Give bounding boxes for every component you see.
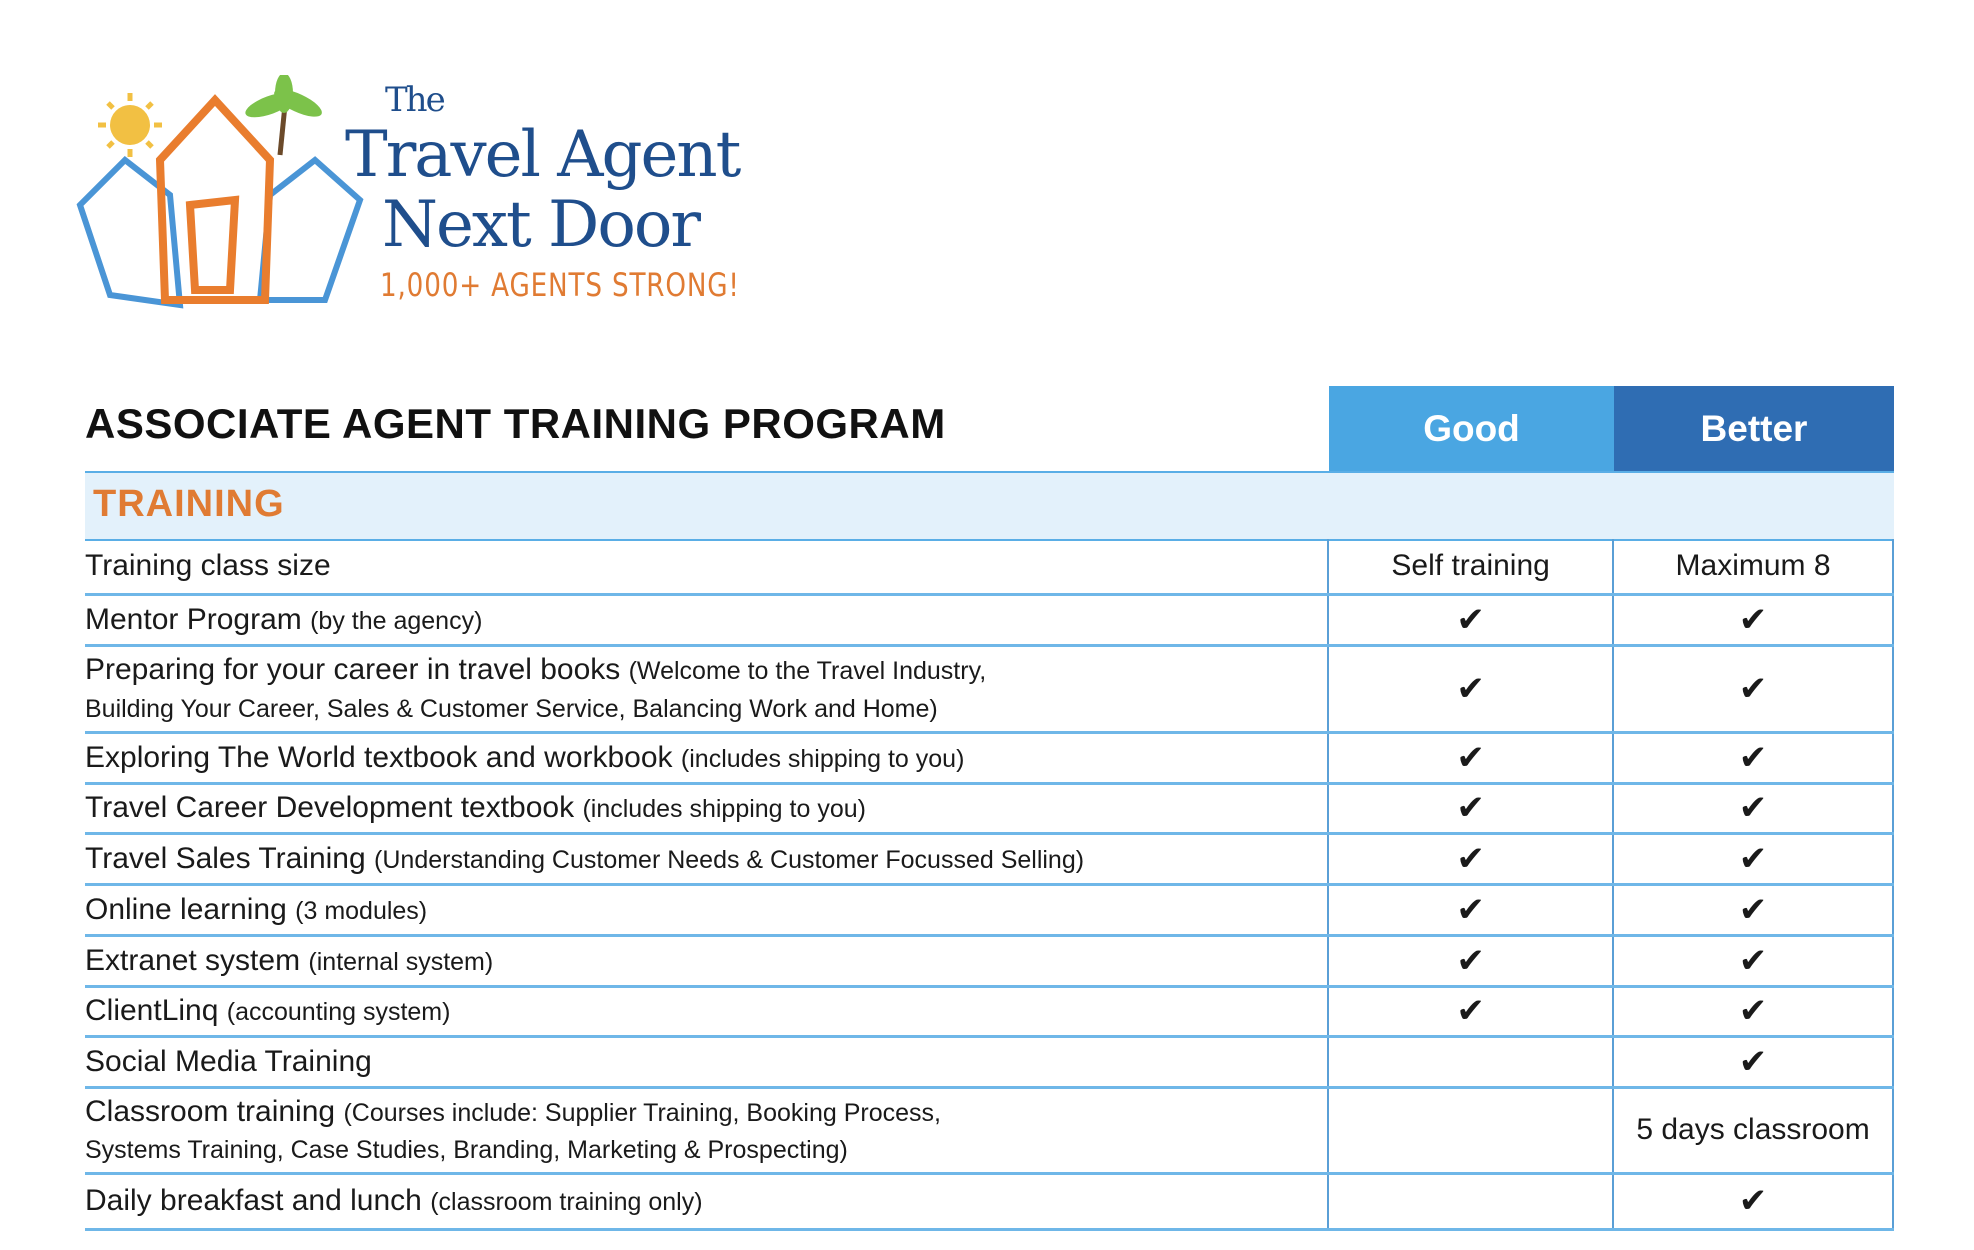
row-label-cell	[85, 645, 1328, 732]
row-label-cell	[85, 1087, 1328, 1173]
checkmark-icon: ✔	[1456, 890, 1485, 929]
checkmark-icon: ✔	[1738, 738, 1768, 777]
row-note: (Welcome to the Travel Industry,	[628, 657, 987, 685]
good-cell	[1328, 783, 1613, 833]
better-cell	[1613, 783, 1893, 833]
logo-text-the: The	[385, 80, 444, 120]
row-label: Mentor Program	[85, 602, 302, 636]
checkmark-icon: ✔	[1456, 941, 1485, 980]
table-row	[85, 986, 1893, 1036]
table-row	[85, 539, 1893, 594]
row-label: Social Media Training	[85, 1044, 372, 1078]
row-note-line2: Systems Training, Case Studies, Branding, Marketing & Prospecting)	[85, 1136, 848, 1164]
row-note: (internal system)	[308, 947, 494, 976]
better-cell	[1613, 1173, 1893, 1229]
logo-text-next-door: Next Door	[382, 188, 699, 262]
table-row	[85, 1087, 1893, 1173]
page-title: ASSOCIATE AGENT TRAINING PROGRAM	[85, 400, 946, 447]
checkmark-icon: ✔	[1738, 669, 1768, 708]
good-cell	[1328, 935, 1613, 986]
row-label-cell	[85, 1036, 1328, 1087]
table-row	[85, 594, 1893, 645]
good-cell	[1328, 1173, 1613, 1229]
logo-tagline: 1,000+ AGENTS STRONG!	[380, 266, 740, 304]
row-label: Preparing for your career in travel books	[85, 653, 621, 686]
row-label: Travel Career Development textbook	[85, 791, 575, 825]
good-cell	[1328, 594, 1613, 645]
row-label: Online learning	[85, 892, 287, 926]
checkmark-icon: ✔	[1456, 789, 1485, 827]
row-label: Daily breakfast and lunch	[85, 1184, 422, 1218]
row-note: (includes shipping to you)	[680, 744, 965, 773]
row-note: (classroom training only)	[430, 1188, 703, 1217]
checkmark-icon: ✔	[1738, 600, 1768, 639]
better-cell	[1613, 594, 1893, 645]
checkmark-icon: ✔	[1738, 839, 1768, 878]
row-label-cell	[85, 833, 1328, 884]
row-label-cell	[85, 935, 1328, 986]
better-value: Maximum 8	[1675, 548, 1831, 582]
row-label-cell	[85, 539, 1328, 594]
better-cell	[1613, 986, 1893, 1036]
logo-text-travel-agent: Travel Agent	[345, 118, 740, 192]
checkmark-icon: ✔	[1456, 600, 1485, 639]
checkmark-icon: ✔	[1738, 789, 1768, 827]
checkmark-icon: ✔	[1456, 992, 1485, 1030]
good-cell	[1328, 986, 1613, 1036]
good-cell	[1328, 539, 1613, 594]
checkmark-icon: ✔	[1456, 839, 1485, 878]
checkmark-icon: ✔	[1738, 1042, 1768, 1081]
good-cell	[1328, 732, 1613, 783]
table-row	[85, 1173, 1893, 1229]
table-row	[85, 935, 1893, 986]
better-cell	[1613, 1036, 1893, 1087]
good-cell	[1328, 1087, 1613, 1173]
row-label-cell	[85, 986, 1328, 1036]
company-logo	[70, 75, 770, 325]
row-label-cell	[85, 732, 1328, 783]
better-cell	[1613, 539, 1893, 594]
good-value: Self training	[1391, 548, 1550, 582]
row-note: (by the agency)	[310, 606, 483, 635]
better-cell	[1613, 645, 1893, 732]
row-note: (3 modules)	[295, 896, 428, 925]
column-header-better: Better	[1614, 386, 1894, 471]
good-cell	[1328, 833, 1613, 884]
row-label-cell	[85, 594, 1328, 645]
checkmark-icon: ✔	[1738, 941, 1768, 980]
good-cell	[1328, 1036, 1613, 1087]
row-note: (Courses include: Supplier Training, Booking Process,	[343, 1098, 941, 1127]
row-label-cell	[85, 884, 1328, 935]
table-row	[85, 732, 1893, 783]
table-row	[85, 645, 1893, 732]
checkmark-icon: ✔	[1456, 669, 1485, 708]
row-label: Exploring The World textbook and workbook	[85, 740, 673, 774]
houses-logo-icon	[70, 75, 370, 325]
row-label-cell	[85, 1173, 1328, 1229]
table-row	[85, 884, 1893, 935]
table-row	[85, 833, 1893, 884]
row-label: Training class size	[85, 549, 331, 582]
row-note: (Understanding Customer Needs & Customer Focussed Selling)	[374, 845, 1085, 874]
row-note-line2: Building Your Career, Sales & Customer Service, Balancing Work and Home)	[85, 694, 938, 723]
checkmark-icon: ✔	[1738, 1182, 1768, 1220]
row-label: Travel Sales Training	[85, 841, 366, 875]
table-row	[85, 1036, 1893, 1087]
section-title: TRAINING	[93, 483, 285, 525]
table-row	[85, 783, 1893, 833]
column-header-good: Good	[1329, 386, 1614, 471]
checkmark-icon: ✔	[1456, 738, 1485, 777]
row-label: ClientLinq	[85, 994, 219, 1028]
better-cell	[1613, 1087, 1893, 1173]
row-note: (accounting system)	[226, 998, 451, 1027]
section-band-training	[85, 471, 1894, 541]
training-table	[85, 539, 1894, 1231]
better-cell	[1613, 935, 1893, 986]
checkmark-icon: ✔	[1738, 890, 1768, 929]
better-cell	[1613, 833, 1893, 884]
good-cell	[1328, 645, 1613, 732]
better-cell	[1613, 884, 1893, 935]
better-cell	[1613, 732, 1893, 783]
row-label-cell	[85, 783, 1328, 833]
row-label: Classroom training	[85, 1094, 336, 1128]
good-cell	[1328, 884, 1613, 935]
row-label: Extranet system	[85, 943, 301, 977]
row-note: (includes shipping to you)	[582, 795, 866, 824]
checkmark-icon: ✔	[1738, 992, 1768, 1030]
better-value: 5 days classroom	[1636, 1113, 1870, 1146]
